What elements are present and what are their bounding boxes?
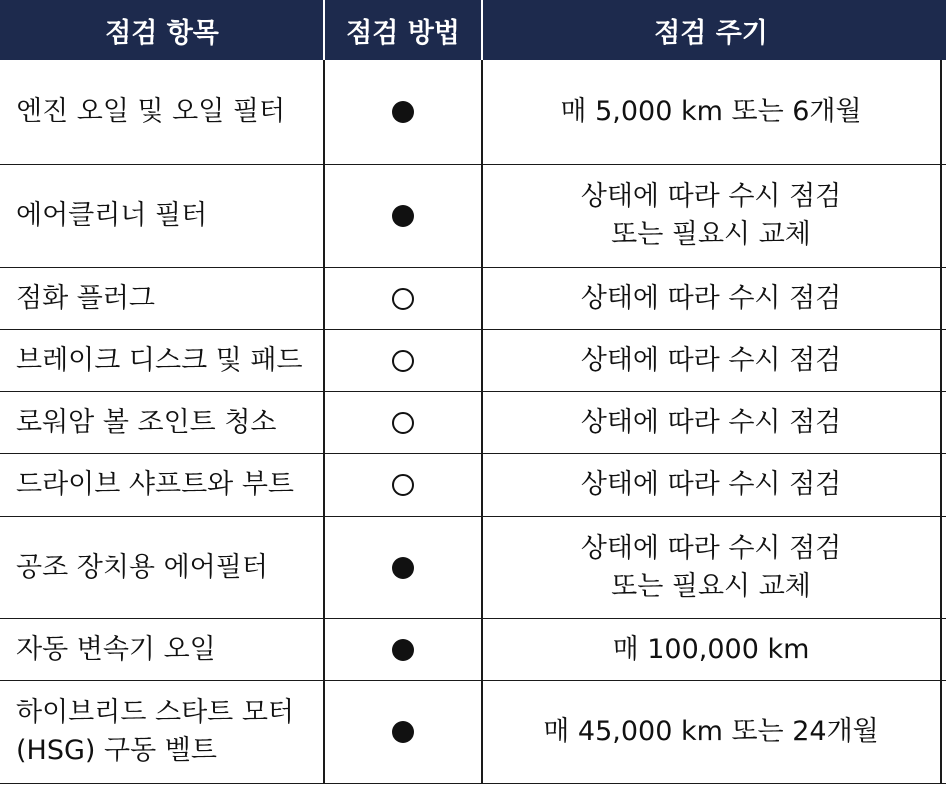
row-item: 점화 플러그: [16, 282, 155, 314]
hollow-circle-icon: [392, 350, 414, 372]
table-row: [0, 681, 946, 784]
row-item: 로워암 볼 조인트 청소: [16, 406, 277, 438]
row-cycle: 상태에 따라 수시 점검 또는 필요시 교체: [580, 532, 842, 602]
row-item: 하이브리드 스타트 모터 (HSG) 구동 벨트: [16, 697, 294, 766]
row-item: 엔진 오일 및 오일 필터: [16, 96, 286, 127]
row-item: 공조 장치용 에어필터: [16, 551, 268, 583]
table-header: [0, 0, 946, 60]
row-cycle: 상태에 따라 수시 점검: [580, 406, 842, 438]
row-item: 에어클리너 필터: [16, 200, 208, 231]
filled-circle-icon: [392, 639, 414, 661]
row-cycle: 상태에 따라 수시 점검: [580, 469, 842, 500]
table-row: [0, 517, 946, 619]
filled-circle-icon: [392, 205, 414, 227]
header-method: 점검 방법: [346, 17, 460, 49]
filled-circle-icon: [392, 557, 414, 579]
row-cycle: 상태에 따라 수시 점검 또는 필요시 교체: [580, 181, 842, 250]
hollow-circle-icon: [392, 412, 414, 434]
filled-circle-icon: [392, 101, 414, 123]
row-item: 드라이브 샤프트와 부트: [16, 469, 294, 500]
filled-circle-icon: [392, 721, 414, 743]
row-item: 자동 변속기 오일: [16, 633, 216, 665]
table-row: [0, 392, 946, 454]
header-cycle: 점검 주기: [654, 17, 768, 49]
row-cycle: 상태에 따라 수시 점검: [580, 344, 842, 376]
table-row: [0, 619, 946, 681]
table-row: [0, 60, 946, 165]
row-item: 브레이크 디스크 및 패드: [16, 344, 303, 376]
row-cycle: 매 100,000 km: [612, 633, 810, 665]
hollow-circle-icon: [392, 474, 414, 496]
row-cycle: 매 45,000 km 또는 24개월: [543, 716, 879, 747]
table-row: [0, 165, 946, 268]
row-cycle: 매 5,000 km 또는 6개월: [560, 96, 862, 127]
header-item: 점검 항목: [105, 17, 219, 49]
hollow-circle-icon: [392, 288, 414, 310]
table-row: [0, 330, 946, 392]
row-cycle: 상태에 따라 수시 점검: [580, 282, 842, 314]
table-row: [0, 268, 946, 330]
table-row: [0, 454, 946, 517]
